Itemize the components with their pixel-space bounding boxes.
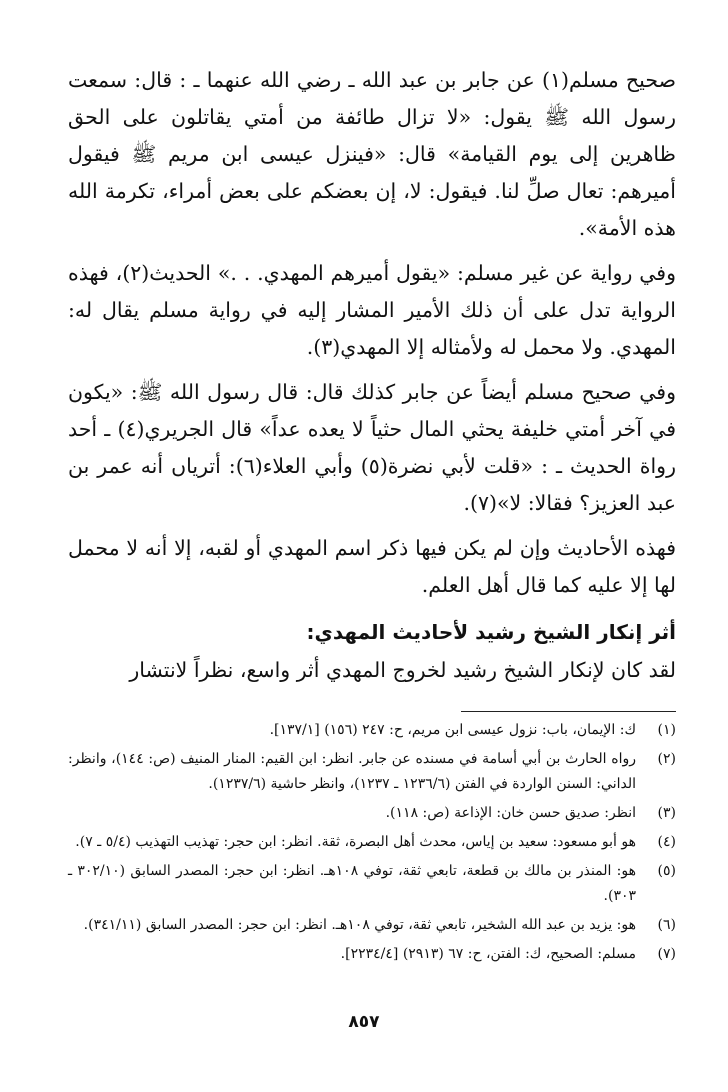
footnote-text: ك: الإيمان، باب: نزول عيسى ابن مريم، ح: ٢٤٧ (١٥٦) [١٣٧/١]. xyxy=(269,722,636,738)
footnote-text: هو: المنذر بن مالك بن قطعة، تابعي ثقة، توفي ١٠٨هـ. انظر: ابن حجر: المصدر السابق (٣٠٢/١٠ ـ ٣٠٣). xyxy=(68,863,636,904)
book-page xyxy=(68,62,676,1092)
footnote xyxy=(68,830,676,855)
footnote-number: (٥) xyxy=(657,863,676,879)
body-paragraph: صحيح مسلم(١) عن جابر بن عبد الله ـ رضي الله عنهما ـ : قال: سمعت رسول الله ﷺ يقول: «لا تزال طائفة من أمتي يقاتلون على الحق ظاهرين إلى يوم القيامة» قال: «فينزل عيسى ابن مريم ﷺ فيقول أميرهم: تعال صلِّ لنا. فيقول: لا، إن بعضكم على بعض أمراء، تكرمة الله هذه الأمة». xyxy=(68,68,676,240)
footnote-text: هو: يزيد بن عبد الله الشخير، تابعي ثقة، توفي ١٠٨هـ. انظر: ابن حجر: المصدر السابق (٣٤١/١١). xyxy=(83,917,636,933)
footnote-text: هو أبو مسعود: سعيد بن إياس، محدث أهل البصرة، ثقة. انظر: ابن حجر: تهذيب التهذيب (٥/٤ ـ ٧). xyxy=(75,834,636,850)
page-number: ٨٥٧ xyxy=(348,1012,380,1032)
footnote-text: انظر: صديق حسن خان: الإذاعة (ص: ١١٨). xyxy=(385,805,636,821)
footnote-text: مسلم: الصحيح، ك: الفتن، ح: ٦٧ (٢٩١٣) [٢٢٣٤/٤]. xyxy=(340,946,636,962)
footnote xyxy=(68,801,676,826)
footnote xyxy=(68,942,676,967)
footnote-number: (٤) xyxy=(657,834,676,850)
footnote-text: رواه الحارث بن أبي أسامة في مسنده عن جابر. انظر: ابن القيم: المنار المنيف (ص: ١٤٤)، وانظر: الداني: السنن الواردة في الفتن (١٢٣٦/٦ ـ ١٢٣٧)، وانظر حاشية (١٢٣٧/٦). xyxy=(68,751,636,792)
body-paragraph: وفي صحيح مسلم أيضاً عن جابر كذلك قال: قال رسول الله ﷺ: «يكون في آخر أمتي خليفة يحثي المال حثياً لا يعده عداً» قال الجريري(٤) ـ أحد رواة الحديث ـ : «قلت لأبي نضرة(٥) وأبي العلاء(٦): أترياں أنه عمر بن عبد العزيز؟ فقالا: لا»(٧). xyxy=(68,380,676,515)
footnote xyxy=(68,718,676,743)
footnote-number: (٦) xyxy=(657,917,676,933)
body-paragraph: فهذه الأحاديث وإن لم يكن فيها ذكر اسم المهدي أو لقبه، إلا أنه لا محمل لها إلا عليه كما قال أهل العلم. xyxy=(68,536,676,597)
footnote xyxy=(68,913,676,938)
footnote xyxy=(68,747,676,797)
footnote-number: (٢) xyxy=(657,751,676,767)
footnotes-list xyxy=(68,718,676,967)
footnote-separator xyxy=(461,711,676,712)
footnote-number: (٧) xyxy=(657,946,676,962)
section-heading: أثر إنكار الشيخ رشيد لأحاديث المهدي: xyxy=(306,620,676,644)
footnote-number: (٣) xyxy=(657,805,676,821)
body-paragraph: وفي رواية عن غير مسلم: «يقول أميرهم المهدي. . .» الحديث(٢)، فهذه الرواية تدل على أن ذلك الأمير المشار إليه في رواية مسلم يقال له: المهدي. ولا محمل له ولأمثاله إلا المهدي(٣). xyxy=(68,261,676,359)
body-paragraph: لقد كان لإنكار الشيخ رشيد لخروج المهدي أثر واسع، نظراً لانتشار xyxy=(129,658,676,682)
footnote xyxy=(68,859,676,909)
footnote-number: (١) xyxy=(657,722,676,738)
